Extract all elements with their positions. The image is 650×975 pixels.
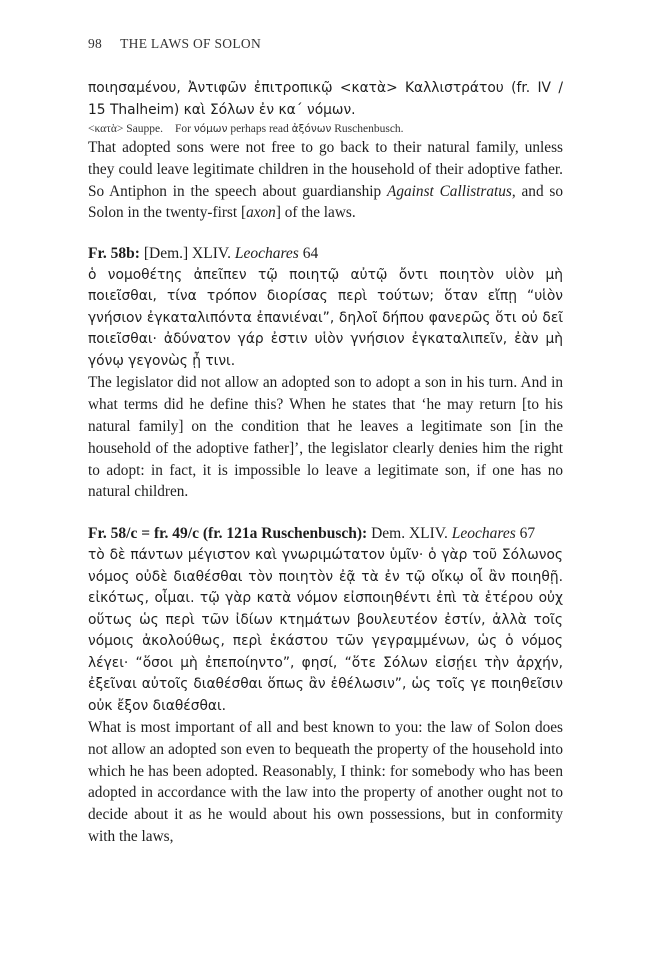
fragment-58c-english: What is most important of all and best known to you: the law of Solon does not allow an adopted son even to bequeath the property of the household into which he has been adopted. Reasonably, I think: for somebody who has been adopted in accordance with the law into the property of another ought not to decide about it as he would about his own possessions, but in conformity with the laws,	[88, 719, 563, 846]
page-number: 98	[88, 36, 103, 51]
running-title: THE LAWS OF SOLON	[120, 36, 262, 51]
running-header	[88, 36, 563, 52]
fragment-58b-heading: Fr. 58b: [Dem.] XLIV. Leochares 64	[88, 245, 319, 263]
fragment-58b-label: Fr. 58b:	[88, 245, 140, 263]
english-translation-continuation: That adopted sons were not free to go back to their natural family, unless they could leave legitimate children in the household of their adoptive father. So Antiphon in the speech about guardianship Against Callistratus, and so Solon in the twenty-first [axon] of the laws.	[88, 139, 564, 222]
fragment-58b-english: The legislator did not allow an adopted son to adopt a son in his turn. And in what terms did he define this? When he states that ‘he may return [to his natural family] on the condition that he leaves a legitimate son [in the household of the adoptive father]’, the legislator clearly denies him the right to adopt: in fact, it is impossible lo leave a legitimate son, if one has no natural children.	[88, 374, 563, 501]
textual-note: <κατὰ> Sauppe. For νόμων perhaps read ἀξόνων Ruschenbusch.	[88, 123, 404, 135]
fragment-58c-label: Fr. 58/c = fr. 49/c (fr. 121a Ruschenbusch):	[88, 525, 368, 543]
book-page	[88, 36, 563, 848]
fragment-58b-greek: ὁ νομοθέτης ἀπεῖπεν τῷ ποιητῷ αὐτῷ ὄντι ποιητὸν υἱὸν μὴ ποιεῖσθαι, τίνα τρόπον διορίσας περὶ τούτων; ὅταν εἴπῃ “υἱὸν γνήσιον ἐγκαταλιπόντα ἐπανιέναι”, δηλοῖ δήπου φανερῶς ὅτι οὐ δεῖ ποιεῖσθαι· ἀδύνατον γάρ ἐστιν υἱὸν γνήσιον ἐγκαταλιπεῖν, ἐὰν μὴ γόνῳ γεγονὼς ᾖ τινι.	[88, 266, 563, 369]
greek-text-continuation: ποιησαμένου, Ἀντιφῶν ἐπιτροπικῷ <κατὰ> Καλλιστράτου (fr. IV / 15 Thalheim) καὶ Σόλων ἐν κα΄ νόμων.	[88, 80, 563, 118]
fragment-58c-greek: τὸ δὲ πάντων μέγιστον καὶ γνωριμώτατον ὑμῖν· ὁ γὰρ τοῦ Σόλωνος νόμος οὐδὲ διαθέσθαι τὸν ποιητὸν ἐᾷ τὰ ἐν τῷ οἴκῳ οἷ ἂν ποιηθῇ. εἰκότως, οἶμαι. τῷ γὰρ κατὰ νόμον εἰσποιηθέντι ἐπὶ τὰ ἑτέρου οὐχ οὕτως ὡς περὶ τῶν ἰδίων κτημάτων βουλευτέον ἐστίν, ἀλλὰ τοῖς νόμοις ἀκολούθως, περὶ ἑκάστου τῶν γεγραμμένων, ὡς ὁ νόμος λέγει· “ὅσοι μὴ ἐπεποίηντο”, φησί, “ὅτε Σόλων εἰσῄει τὴν ἀρχήν, ἐξεῖναι αὐτοῖς διαθέσθαι ὅπως ἂν ἐθέλωσιν”, ὡς τοῖς γε ποιηθεῖσιν οὐκ ἔξον διαθέσθαι.	[88, 547, 563, 714]
note-sauppe: <κατὰ> Sauppe.	[88, 123, 163, 135]
fragment-58c-heading: Fr. 58/c = fr. 49/c (fr. 121a Ruschenbusch): Dem. XLIV. Leochares 67	[88, 525, 536, 543]
